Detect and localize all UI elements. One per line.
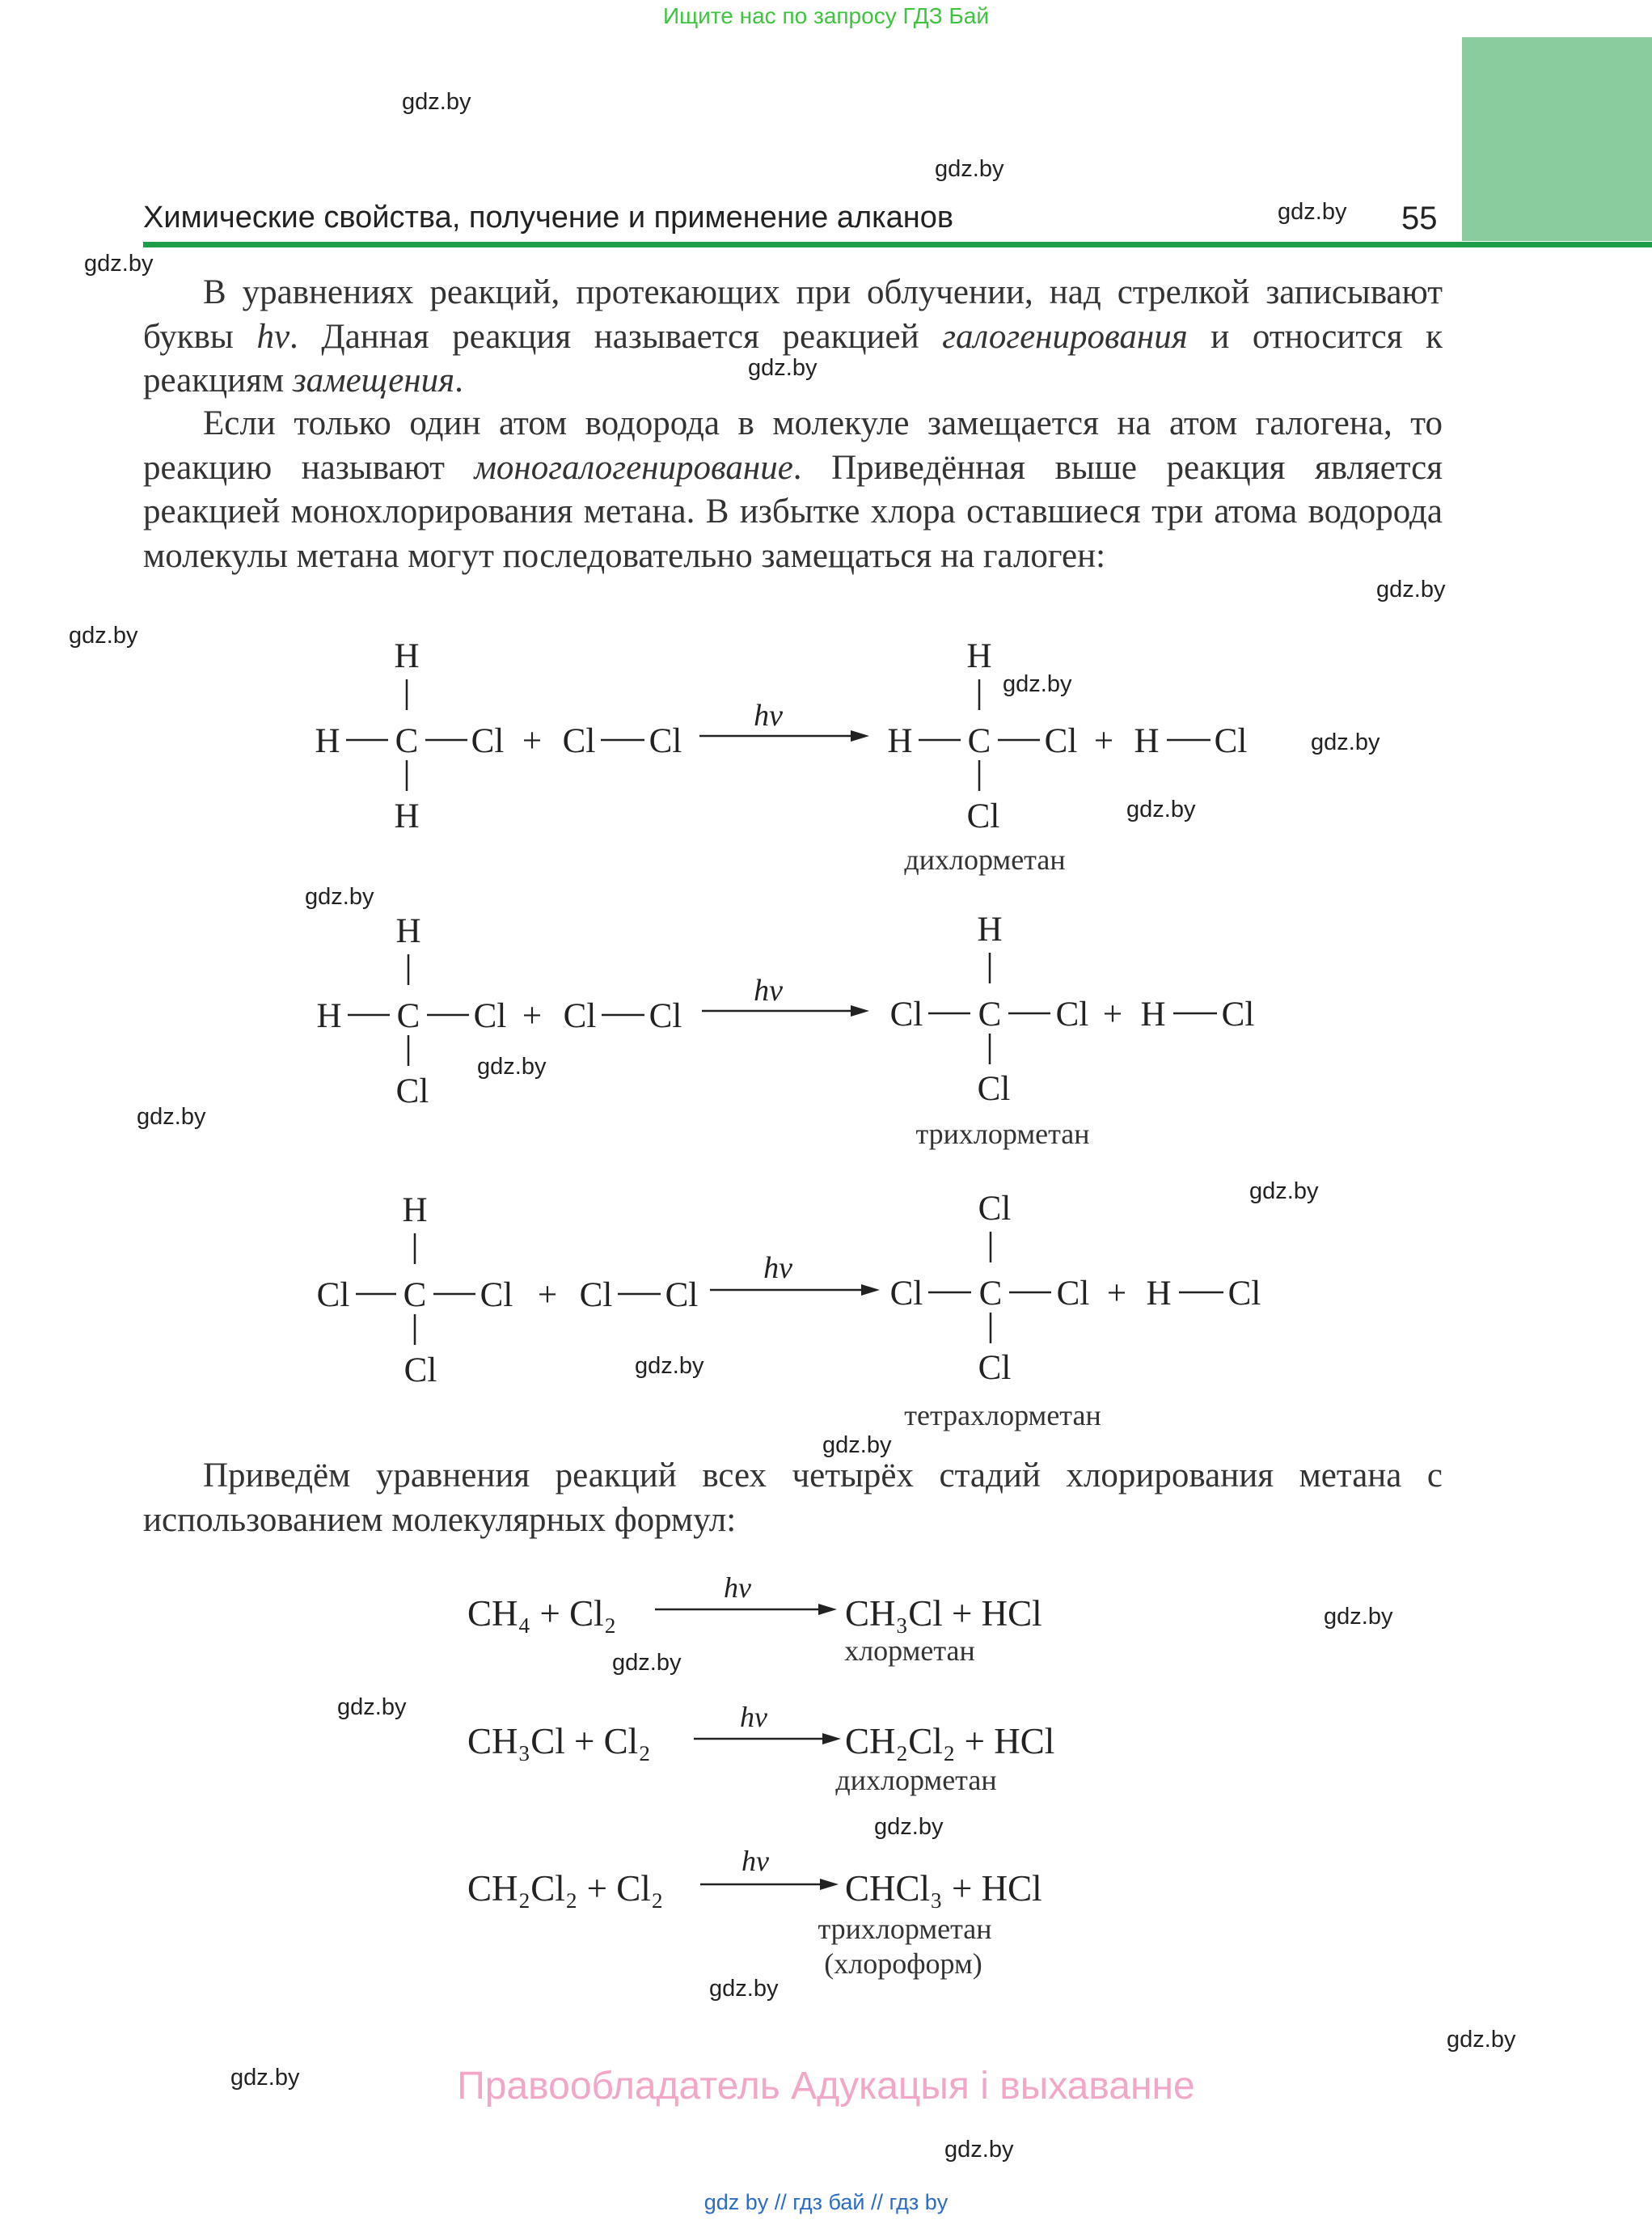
mol1-arrow-head [818, 1604, 837, 1615]
watermark: gdz.by [1447, 2027, 1516, 2053]
r2-arrow-head [851, 1005, 869, 1017]
watermark: gdz.by [944, 2137, 1014, 2163]
r3p-hcl-h: H [1146, 1275, 1172, 1313]
r2p-plus: + [1102, 996, 1123, 1034]
r2-cl2-a: Cl [563, 997, 597, 1035]
mol3-products: CHCl₃ + HCl [845, 1868, 1042, 1909]
watermark: gdz.by [402, 89, 471, 115]
r2p-cl-left: Cl [889, 996, 923, 1034]
chapter-tab [1462, 37, 1652, 241]
r3p-cl-left: Cl [889, 1275, 923, 1313]
mol2-arrow-head [822, 1733, 841, 1744]
r1p-cl-bottom: Cl [966, 797, 1000, 835]
reaction-2 [316, 911, 1254, 1150]
r3-c: C [403, 1276, 427, 1314]
structural-reactions [0, 631, 1652, 1440]
r1-hv: hν [754, 699, 783, 733]
r2-hv: hν [754, 974, 783, 1008]
mol1-hv: hν [724, 1571, 751, 1604]
r2-cl-bottom: Cl [395, 1072, 429, 1110]
r3-cl-bottom: Cl [403, 1351, 437, 1389]
r2p-cl-bottom: Cl [977, 1070, 1011, 1108]
watermark: gdz.by [137, 1104, 206, 1130]
mol2-products: CH₂Cl₂ + HCl [845, 1721, 1055, 1761]
r2-caption: трихлорметан [915, 1118, 1090, 1150]
watermark: gdz.by [748, 355, 818, 381]
r3-cl-left: Cl [316, 1276, 350, 1314]
r2-c: C [396, 997, 420, 1035]
r1p-cl-right: Cl [1044, 722, 1078, 760]
mol1-reactants: CH₄ + Cl₂ [467, 1593, 617, 1634]
r1p-plus: + [1093, 722, 1114, 760]
r2p-c: C [978, 996, 1002, 1034]
r2-h-top: H [395, 912, 421, 950]
mol3-reactants: CH₂Cl₂ + Cl₂ [467, 1868, 664, 1909]
mol-reaction-3 [467, 1845, 1042, 1980]
r1p-hcl-cl: Cl [1214, 722, 1248, 760]
r3-arrow-head [861, 1284, 880, 1296]
r1-plus: + [522, 722, 543, 760]
copyright-footer: Правообладатель Адукацыя і выхаванне [457, 2065, 1195, 2108]
header-rule [143, 242, 1652, 247]
watermark: gdz.by [1249, 1178, 1319, 1204]
mol2-hv: hν [740, 1701, 767, 1733]
page-number: 55 [1401, 201, 1438, 236]
paragraph-2: Если только один атом водорода в молекуле замещается на атом галогена, то реакцию называют моногалогенирование. Приведённая выше реакция является реакцией монохлорирования метана. В избытке хлора оставшиеся три атома водорода молекулы метана могут последовательно замещаться на галоген: [143, 404, 1443, 575]
r1-h-bottom: H [394, 797, 420, 835]
r3p-plus: + [1106, 1275, 1127, 1313]
watermark: gdz.by [1324, 1604, 1393, 1630]
r1-h-left: H [315, 722, 340, 760]
mol3-caption: трихлорметан [818, 1913, 992, 1945]
watermark: gdz.by [822, 1432, 892, 1458]
r2p-hcl-h: H [1140, 996, 1166, 1034]
r3-h-top: H [402, 1191, 428, 1229]
paragraph-1: В уравнениях реакций, протекающих при облучении, над стрелкой записывают буквы hν. Данная реакция называется реакцией галогенирования и относится к реакциям замещения. [143, 273, 1443, 400]
r3p-c: C [978, 1275, 1003, 1313]
r1-cl2-a: Cl [562, 722, 596, 760]
r3-hv: hν [763, 1251, 792, 1285]
r2-h-left: H [316, 997, 342, 1035]
r1p-c: C [967, 722, 991, 760]
reaction-3 [317, 1190, 1261, 1431]
mol1-products: CH₃Cl + HCl [845, 1593, 1042, 1634]
watermark: gdz.by [612, 1650, 682, 1676]
watermark: gdz.by [477, 1054, 547, 1080]
r2p-cl-right: Cl [1055, 996, 1089, 1034]
r3-cl2-b: Cl [665, 1276, 699, 1314]
r1-h-top: H [394, 637, 420, 675]
watermark: gdz.by [1311, 729, 1380, 755]
watermark: gdz.by [84, 251, 154, 277]
r3-plus: + [537, 1276, 558, 1314]
watermark: gdz.by [935, 156, 1004, 182]
mol2-caption: дихлорметан [835, 1764, 997, 1796]
r2-plus: + [522, 997, 543, 1035]
top-note: Ищите нас по запросу ГДЗ Бай [662, 3, 990, 28]
watermark: gdz.by [874, 1814, 944, 1840]
r2-cl2-b: Cl [649, 997, 682, 1035]
r1-cl-right: Cl [471, 722, 505, 760]
watermark: gdz.by [1376, 577, 1446, 603]
watermark: gdz.by [1278, 199, 1347, 225]
r2-cl-right: Cl [473, 997, 507, 1035]
page-header-title: Химические свойства, получение и применение алканов [143, 201, 954, 235]
r3p-cl-bottom: Cl [978, 1349, 1012, 1387]
mol3-arrow-head [820, 1879, 839, 1890]
watermark: gdz.by [305, 884, 374, 910]
watermark: gdz.by [709, 1976, 779, 2002]
r1p-h-left: H [887, 722, 913, 760]
reaction-1 [315, 637, 1247, 876]
r2p-hcl-cl: Cl [1221, 996, 1255, 1034]
watermark: gdz.by [635, 1353, 704, 1379]
r3p-cl-right: Cl [1056, 1275, 1090, 1313]
r2p-h-top: H [977, 911, 1003, 949]
mol3-caption-2: (хлороформ) [824, 1947, 982, 1980]
mol2-reactants: CH₃Cl + Cl₂ [467, 1721, 651, 1761]
watermark: gdz.by [1003, 671, 1072, 697]
r3p-hcl-cl: Cl [1227, 1275, 1261, 1313]
watermark: gdz.by [69, 623, 138, 649]
r3-caption: тетрахлорметан [904, 1399, 1101, 1431]
mol1-caption: хлорметан [844, 1634, 975, 1667]
footer-nav[interactable]: gdz by // гдз бай // гдз by [703, 2190, 949, 2214]
r3-cl2-a: Cl [579, 1276, 613, 1314]
r3-cl-right: Cl [480, 1276, 513, 1314]
paragraph-3: Приведём уравнения реакций всех четырёх стадий хлорирования метана с использованием молекулярных формул: [143, 1457, 1443, 1539]
molecular-reactions [0, 1561, 1652, 2014]
watermark: gdz.by [1126, 797, 1196, 822]
r1-arrow-head [851, 730, 869, 742]
r3p-cl-top: Cl [978, 1190, 1012, 1228]
r1p-hcl-h: H [1134, 722, 1160, 760]
r1p-h-top: H [966, 637, 992, 675]
r1-caption: дихлорметан [904, 844, 1066, 876]
r1-c: C [395, 722, 419, 760]
mol-reaction-2 [467, 1701, 1054, 1796]
watermark: gdz.by [337, 1694, 407, 1720]
watermark: gdz.by [230, 2065, 300, 2091]
mol3-hv: hν [741, 1845, 769, 1877]
mol-reaction-1 [467, 1571, 1042, 1667]
r1-cl2-b: Cl [649, 722, 682, 760]
